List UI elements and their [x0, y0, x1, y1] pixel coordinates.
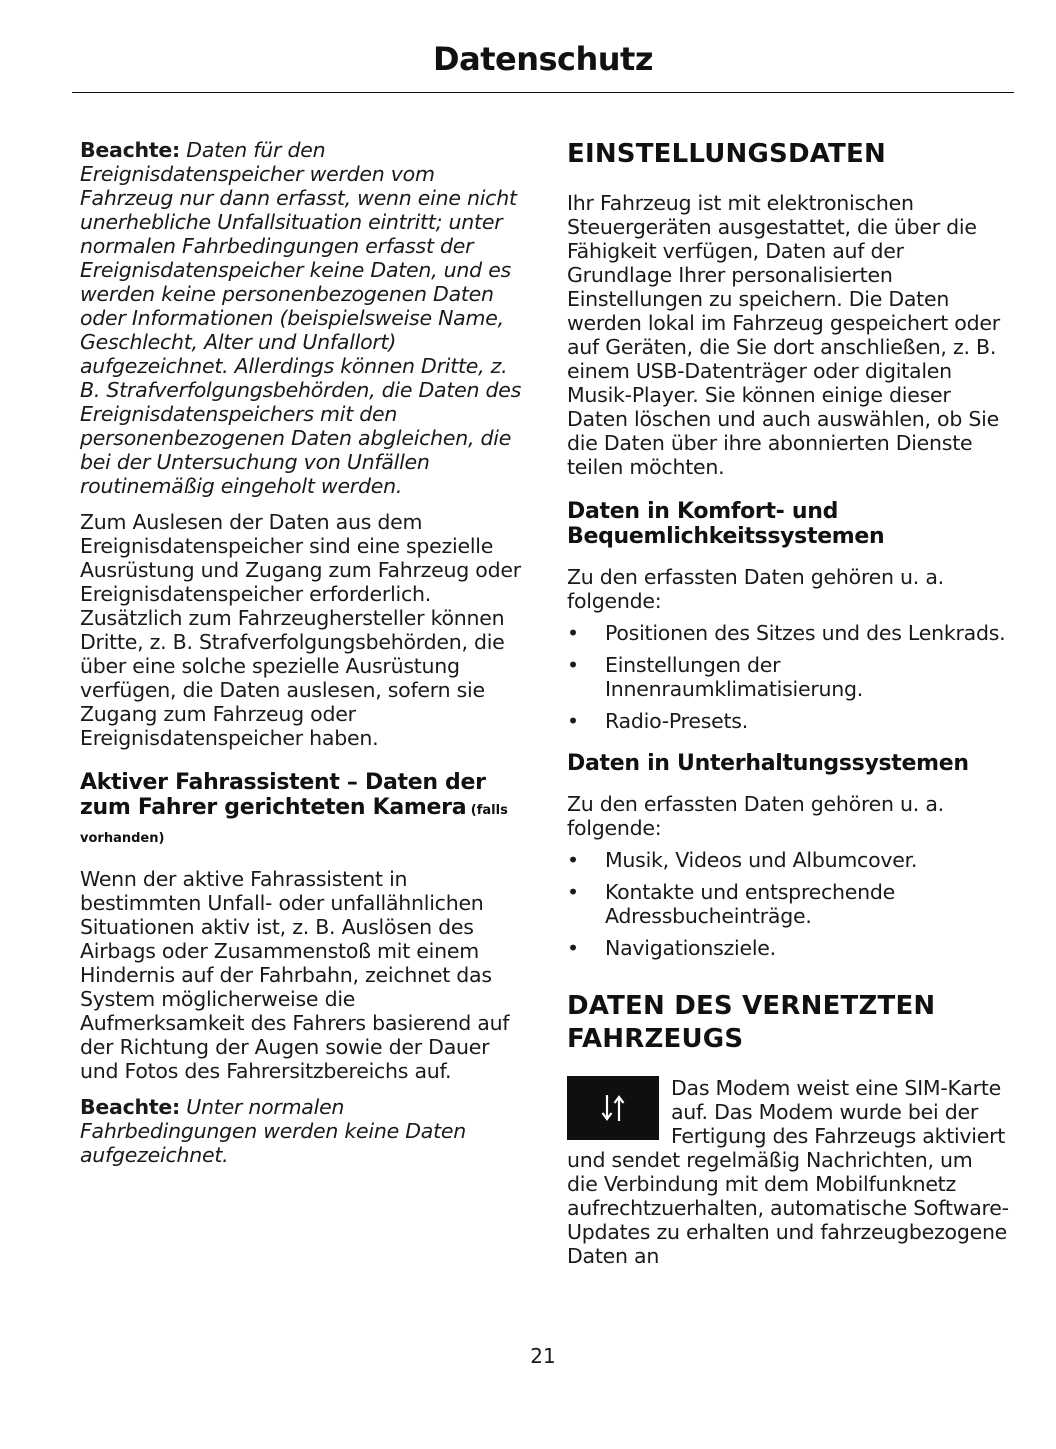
bullet: •: [567, 709, 579, 733]
section-title-settings-data: EINSTELLUNGSDATEN: [567, 139, 886, 169]
section-title-connected-vehicle: DATEN DES VERNETZTEN FAHRZEUGS: [567, 991, 936, 1054]
data-transfer-arrows-icon: [567, 1076, 659, 1140]
heading-driver-assist-text: Aktiver Fahrassistent – Daten der zum Fahrer gerichteten Kamera: [80, 770, 486, 820]
list-comfort-data: [567, 621, 1009, 733]
bullet: •: [567, 621, 579, 645]
note-normal-conditions: [80, 1095, 522, 1167]
right-column: [567, 138, 1009, 1268]
subheading-entertainment-systems: Daten in Unterhaltungssystemen: [567, 751, 969, 776]
bullet: •: [567, 848, 579, 872]
note-label: Beachte:: [80, 1095, 181, 1119]
page-number: 21: [530, 1344, 556, 1368]
list-item: • Einstellungen der Innenraumklimatisierung.: [567, 653, 864, 701]
paragraph-entertainment-intro: Zu den erfassten Daten gehören u. a. folgende:: [567, 792, 944, 840]
arrows-graphic: [599, 1091, 627, 1125]
bullet: •: [567, 653, 579, 677]
list-item: • Navigationsziele.: [567, 936, 776, 960]
heading-driver-assist: [80, 770, 522, 851]
page-title: Datenschutz: [433, 40, 653, 78]
left-column: [80, 138, 522, 1167]
paragraph-modem: Das Modem weist eine SIM-Karte auf. Das Modem wurde bei der Fertigung des Fahrzeugs aktiviert und sendet regelmäßig Nachrichten, um die Verbindung mit dem Mobilfunknetz aufrechtzuerhalten, automatische Software-Updates zu erhalten und fahrzeugbezogene Daten an: [567, 1076, 1009, 1268]
connected-vehicle-block: [567, 1076, 1009, 1268]
paragraph-reading-data: Zum Auslesen der Daten aus dem Ereignisdatenspeicher sind eine spezielle Ausrüstung und Zugang zum Fahrzeug oder Ereignisdatenspeicher erforderlich. Zusätzlich zum Fahrzeughersteller können Dritte, z. B. Strafverfolgungsbehörden, die über eine solche spezielle Ausrüstung verfügen, die Daten auslesen, sofern sie Zugang zum Fahrzeug oder Ereignisdatenspeicher haben.: [80, 510, 521, 750]
note-label: Beachte:: [80, 138, 181, 162]
paragraph-comfort-intro: Zu den erfassten Daten gehören u. a. folgende:: [567, 565, 944, 613]
paragraph-settings-data: Ihr Fahrzeug ist mit elektronischen Steuergeräten ausgestattet, die über die Fähigkeit verfügen, Daten auf der Grundlage Ihrer personalisierten Einstellungen zu speichern. Die Daten werden lokal im Fahrzeug gespeichert oder auf Geräten, die Sie dort anschließen, z. B. einem USB-Datenträger oder digitalen Musik-Player. Sie können einige dieser Daten löschen und auch auswählen, ob Sie die Daten über ihre abonnierten Dienste teilen möchten.: [567, 191, 1000, 479]
list-item: • Musik, Videos und Albumcover.: [567, 848, 918, 872]
list-item: • Radio-Presets.: [567, 709, 749, 733]
paragraph-driver-assist: Wenn der aktive Fahrassistent in bestimmten Unfall- oder unfallähnlichen Situationen aktiv ist, z. B. Auslösen des Airbags oder Zusammenstoß mit einem Hindernis auf der Fahrbahn, zeichnet das System möglicherweise die Aufmerksamkeit des Fahrers basierend auf der Richtung der Augen sowie der Dauer und Fotos des Fahrersitzbereichs auf.: [80, 867, 510, 1083]
heading-driver-assist-suffix: (falls vorhanden): [80, 803, 508, 846]
note-event-data-recorder: [80, 138, 522, 498]
title-divider: [72, 92, 1014, 93]
bullet: •: [567, 880, 579, 904]
list-item: • Positionen des Sitzes und des Lenkrads.: [567, 621, 1006, 645]
subheading-comfort-systems: Daten in Komfort- und Bequemlichkeitssystemen: [567, 499, 885, 549]
note-text: Unter normalen Fahrbedingungen werden keine Daten aufgezeichnet.: [80, 1095, 466, 1167]
bullet: •: [567, 936, 579, 960]
list-entertainment-data: [567, 848, 1009, 960]
note-text: Daten für den Ereignisdatenspeicher werden vom Fahrzeug nur dann erfasst, wenn eine nicht unerhebliche Unfallsituation eintritt; unter normalen Fahrbedingungen erfasst der Ereignisdatenspeicher keine Daten, und es werden keine personenbezogenen Daten oder Informationen (beispielsweise Name, Geschlecht, Alter und Unfallort) aufgezeichnet. Allerdings können Dritte, z. B. Strafverfolgungsbehörden, die Daten des Ereignisdatenspeichers mit den personenbezogenen Daten abgleichen, die bei der Untersuchung von Unfällen routinemäßig eingeholt werden.: [80, 138, 522, 498]
list-item: • Kontakte und entsprechende Adressbucheinträge.: [567, 880, 896, 928]
